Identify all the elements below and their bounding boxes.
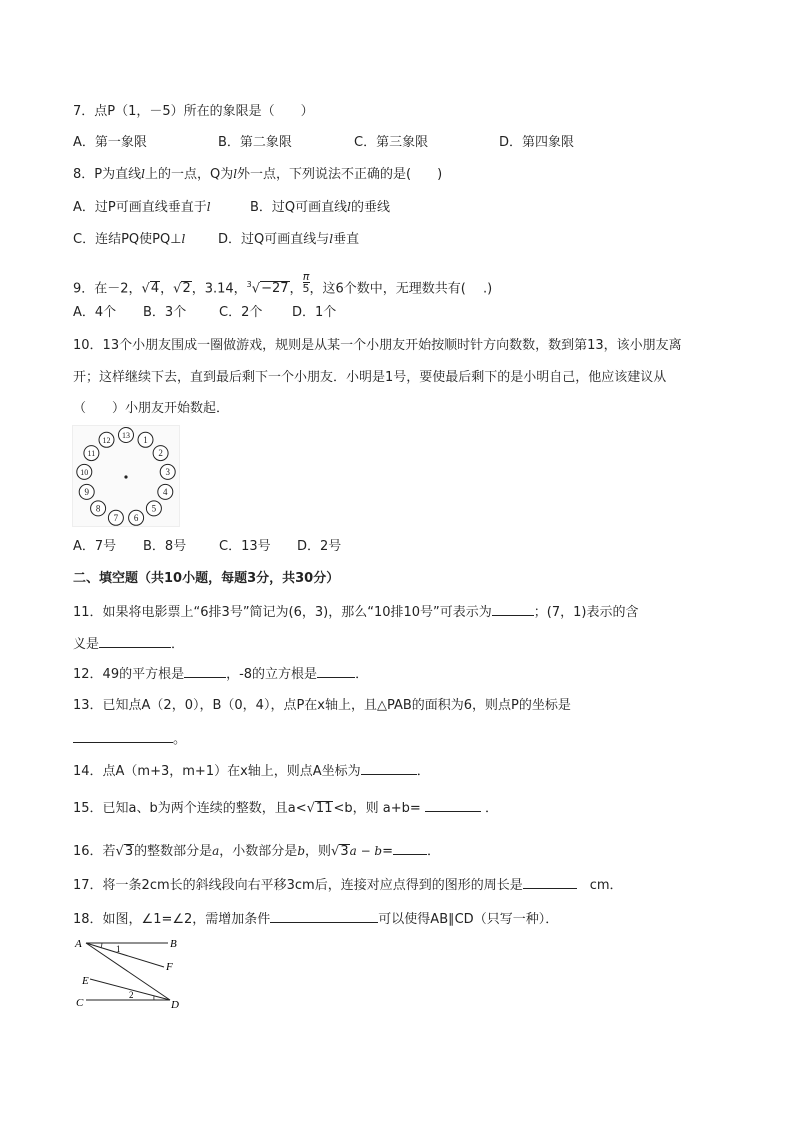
q9-option-b: B．3个: [143, 305, 187, 320]
q11-line1: 11．如果将电影票上“6排3号”简记为(6，3)，那么“10排10号”可表示为 ；(7，1)表示的含: [73, 605, 639, 620]
child-number-2: 2: [158, 448, 163, 459]
child-number-1: 1: [143, 434, 148, 445]
q13-blank: [73, 730, 173, 743]
label-f: F: [166, 961, 173, 973]
q10-option-c: C．13号: [219, 539, 271, 554]
q11-line2: 义是 ．: [73, 637, 185, 652]
segment-af: [86, 943, 164, 967]
q12-blank-2: [317, 665, 355, 678]
q16: 16．若√3的整数部分是a，小数部分是b，则√3a − b= ．: [73, 844, 441, 859]
q10-line2: 开；这样继续下去，直到最后剩下一个小朋友．小明是1号，要使最后剩下的是小明自己，他应该建议从: [73, 370, 667, 385]
label-e: E: [82, 975, 89, 987]
q7-option-a: A．第一象限: [73, 135, 147, 150]
q7-option-b: B．第二象限: [218, 135, 292, 150]
q18-blank: [270, 910, 378, 923]
q7-option-d: D．第四象限: [499, 135, 575, 150]
sqrt-sign: √: [115, 844, 124, 859]
q9-option-d: D．1个: [292, 305, 337, 320]
q7-stem: 7．点P（1，－5）所在的象限是（ ）: [73, 104, 314, 119]
q18-figure: [72, 932, 192, 1012]
section-2-title: 二、填空题（共10小题，每题3分，共30分）: [73, 571, 340, 586]
child-number-6: 6: [133, 512, 139, 523]
angle-1-arc: [101, 943, 102, 948]
q13-line1: 13．已知点A（2，0），B（0，4），点P在x轴上，且△PAB的面积为6，则点P的坐标是: [73, 698, 571, 713]
q12-blank-1: [184, 665, 226, 678]
q11-blank-2: [99, 635, 171, 648]
q10-option-b: B．8号: [143, 539, 187, 554]
q8-option-a: A．过P可画直线垂直于l: [73, 200, 211, 215]
child-number-11: 11: [87, 449, 96, 459]
sqrt-sign: √: [173, 281, 182, 297]
label-d: D: [171, 999, 179, 1011]
child-number-8: 8: [95, 503, 101, 514]
child-number-4: 4: [163, 486, 168, 497]
label-c: C: [76, 997, 84, 1009]
q11-blank-1: [492, 603, 534, 616]
child-number-13: 13: [122, 431, 130, 440]
child-number-12: 12: [102, 435, 111, 445]
q8-option-c: C．连结PQ使PQ⊥l: [73, 232, 186, 247]
q7-option-c: C．第三象限: [354, 135, 429, 150]
q10-circle-figure: [72, 425, 180, 527]
q8-stem: 8．P为直线l上的一点，Q为l外一点，下列说法不正确的是( ): [73, 167, 443, 182]
child-number-7: 7: [113, 512, 119, 523]
child-number-10: 10: [80, 467, 89, 477]
sqrt-sign: √: [306, 801, 315, 816]
q15-blank: [425, 799, 481, 812]
q14: 14．点A（m+3，m+1）在x轴上，则点A坐标为 ．: [73, 764, 430, 779]
q8-option-d: D．过Q可画直线与l垂直: [218, 232, 360, 247]
child-number-3: 3: [165, 466, 170, 477]
q9-stem: 9．在－2，√4，√2，3.14，$^3$√−27， $\frac{\pi}{5}$ ，这6个数中，无理数共有( .): [73, 270, 493, 297]
segment-ad: [86, 943, 170, 1000]
q12: 12．49的平方根是 ，-8的立方根是 ．: [73, 667, 369, 682]
q10-option-d: D．2号: [297, 539, 342, 554]
q14-blank: [361, 762, 417, 775]
pi-over-5-fraction: $\frac{\pi}{5}$: [302, 270, 310, 296]
child-number-5: 5: [151, 503, 157, 514]
q17-blank: [523, 876, 577, 889]
q13-line2: 。: [73, 730, 186, 749]
q10-line1: 10．13个小朋友围成一圈做游戏，规则是从某一个小朋友开始按顺时针方向数数，数到第13，该小朋友离: [73, 338, 682, 353]
q18: 18．如图，∠1=∠2，需增加条件 可以使得AB∥CD（只写一种）．: [73, 912, 559, 927]
q17: 17．将一条2cm长的斜线段向右平移3cm后，连接对应点得到的图形的周长是 cm．: [73, 878, 623, 893]
q10-option-a: A．7号: [73, 539, 117, 554]
q9-option-a: A．4个: [73, 305, 117, 320]
label-b: B: [170, 938, 177, 950]
child-number-9: 9: [84, 486, 89, 497]
q8-option-b: B．过Q可画直线l的垂线: [250, 200, 391, 215]
sqrt-sign: √: [141, 281, 150, 297]
q16-blank: [393, 842, 427, 855]
center-dot: [124, 475, 127, 478]
q10-line3: （ ）小朋友开始数起．: [73, 401, 230, 416]
sqrt-sign: √: [331, 844, 340, 859]
q9-option-c: C．2个: [219, 305, 263, 320]
q15: 15．已知a、b为两个连续的整数，且a<√11<b，则 a+b= ．: [73, 801, 499, 816]
label-angle-2: 2: [129, 990, 134, 1000]
label-a: A: [75, 938, 82, 950]
cbrt-sign: √: [251, 281, 261, 297]
label-angle-1: 1: [116, 944, 121, 954]
